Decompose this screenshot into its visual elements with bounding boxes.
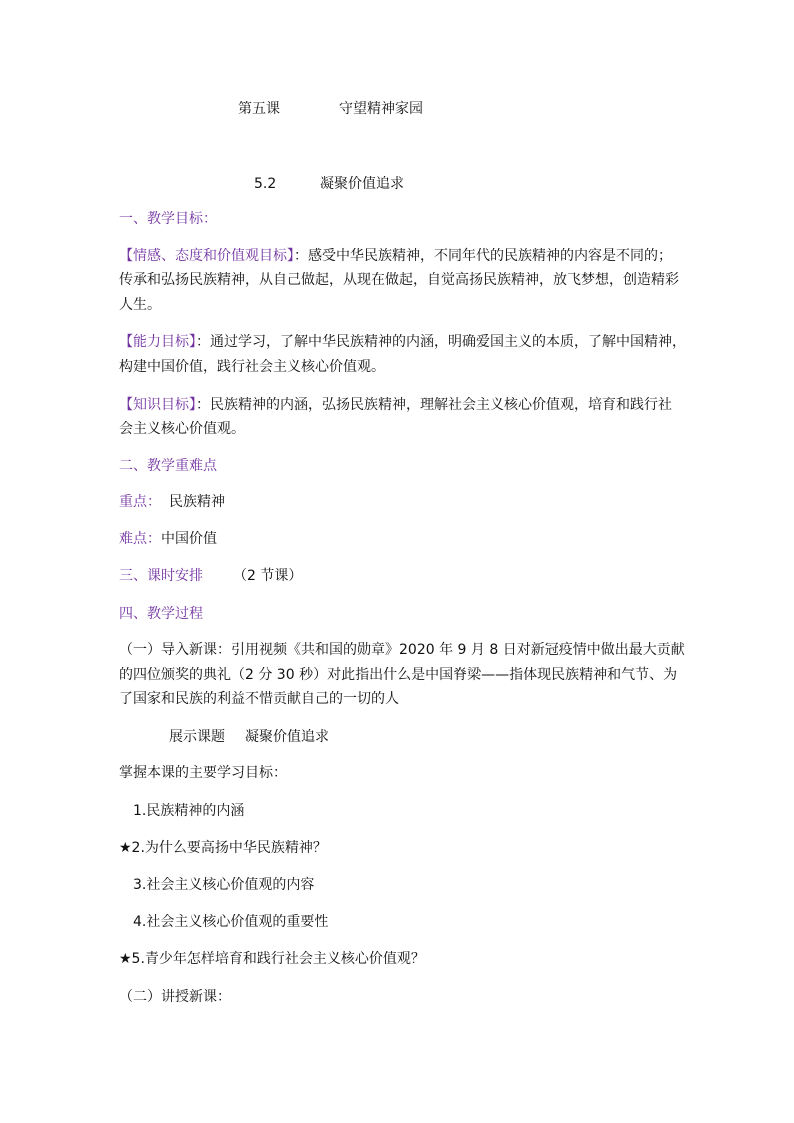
section-title: 凝聚价值追求	[320, 176, 404, 192]
objectives-heading: 一、教学目标：	[119, 211, 217, 227]
knowledge-goal-label: 【知识目标】	[119, 397, 196, 413]
schedule-row	[119, 564, 302, 588]
lesson-number: 第五课	[238, 101, 280, 117]
key-points-heading: 二、教学重难点	[119, 458, 217, 474]
emotion-goal-line-1	[119, 244, 672, 268]
goals-intro: 掌握本课的主要学习目标：	[119, 765, 287, 781]
show-topic-title: 凝聚价值追求	[245, 729, 329, 745]
lesson-title: 守望精神家园	[339, 101, 423, 117]
schedule-value: （2 节课）	[233, 568, 303, 584]
ability-goal-text-1: ：通过学习，了解中华民族精神的内涵，明确爱国主义的本质，了解中国精神，	[196, 334, 686, 350]
emotion-goal-text-1: ：感受中华民族精神，不同年代的民族精神的内容是不同的；	[294, 248, 672, 264]
ability-goal-line-1	[119, 330, 686, 354]
difficulty-label: 难点：	[119, 531, 161, 547]
ability-goal-label: 【能力目标】	[119, 334, 196, 350]
knowledge-goal-line-2: 会主义核心价值观。	[119, 421, 245, 437]
lecture-heading: （二）讲授新课：	[119, 989, 231, 1005]
focus-label: 重点：	[119, 494, 161, 510]
focus-value: 民族精神	[169, 494, 225, 510]
focus-row	[119, 490, 225, 514]
emotion-goal-label: 【情感、态度和价值观目标】	[119, 248, 294, 264]
emotion-goal-line-2: 传承和弘扬民族精神，从自己做起，从现在做起，自觉高扬民族精神，放飞梦想，创造精彩	[119, 272, 679, 288]
difficulty-row	[119, 527, 217, 551]
intro-line-2: 的四位颁奖的典礼（2 分 30 秒）对此指出什么是中国脊梁——指体现民族精神和气节、为	[119, 667, 678, 683]
difficulty-value: 中国价值	[161, 531, 217, 547]
intro-line-1: （一）导入新课：引用视频《共和国的勋章》2020 年 9 月 8 日对新冠疫情中做出最大贡献	[119, 642, 685, 658]
intro-line-3: 了国家和民族的利益不惜贡献自己的一切的人	[119, 691, 399, 707]
goal-item-2: ★2.为什么要高扬中华民族精神？	[119, 840, 327, 856]
goal-item-5: ★5.青少年怎样培育和践行社会主义核心价值观？	[119, 951, 425, 967]
goal-item-1: 1.民族精神的内涵	[133, 803, 245, 819]
knowledge-goal-text-1: ：民族精神的内涵，弘扬民族精神，理解社会主义核心价值观，培育和践行社	[196, 397, 672, 413]
section-number: 5.2	[254, 176, 277, 192]
schedule-heading: 三、课时安排	[119, 568, 203, 584]
emotion-goal-line-3: 人生。	[119, 297, 161, 313]
goal-item-4: 4.社会主义核心价值观的重要性	[133, 914, 329, 930]
process-heading: 四、教学过程	[119, 606, 203, 622]
ability-goal-line-2: 构建中国价值，践行社会主义核心价值观。	[119, 359, 385, 375]
goal-item-3: 3.社会主义核心价值观的内容	[133, 877, 315, 893]
show-topic-label: 展示课题	[169, 729, 225, 745]
knowledge-goal-line-1	[119, 393, 672, 417]
